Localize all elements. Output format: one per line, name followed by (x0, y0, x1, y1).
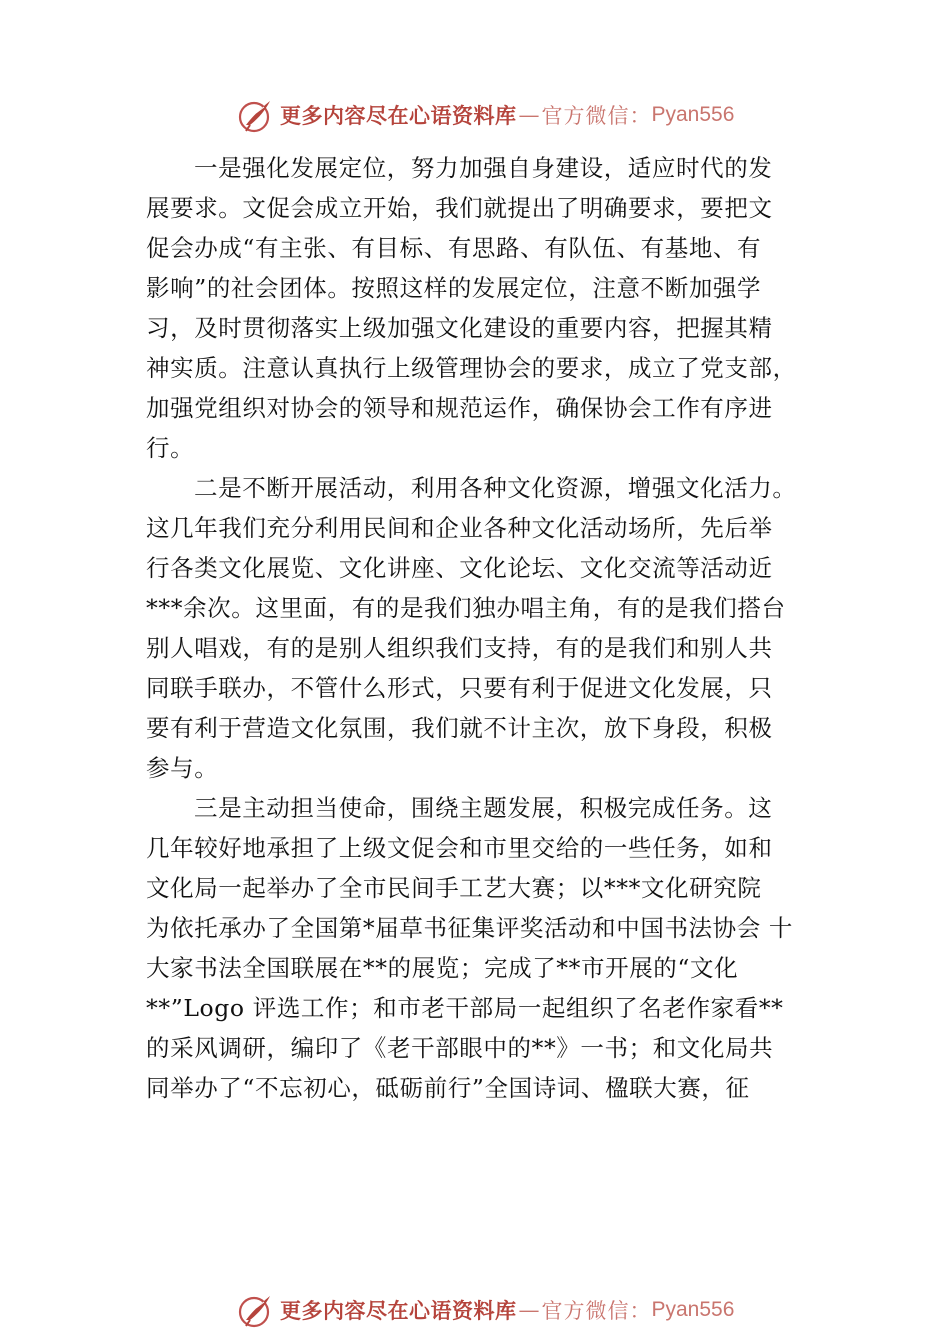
paragraph-2 (146, 468, 818, 788)
watermark-brand: 更多内容尽在心语资料库 (280, 103, 517, 128)
paragraph-3 (146, 788, 818, 1108)
text-line: 展要求。文促会成立开始，我们就提出了明确要求，要把文 (146, 194, 773, 222)
text-line: **”Logo 评选工作；和市老干部局一起组织了名老作家看** (146, 994, 784, 1022)
watermark-account-id: Pyan556 (651, 1298, 735, 1321)
text-line: 这几年我们充分利用民间和企业各种文化活动场所，先后举 (146, 514, 773, 542)
watermark-account-label: 官方微信： (541, 104, 652, 128)
watermark-dash: — (518, 1298, 540, 1322)
paragraph-1 (146, 148, 818, 468)
text-line: 神实质。注意认真执行上级管理协会的要求，成立了党支部， (146, 354, 797, 382)
text-line: 二是不断开展活动，利用各种文化资源，增强文化活力。 (194, 474, 797, 502)
watermark-dash: — (518, 103, 540, 127)
text-line: 文化局一起举办了全市民间手工艺大赛；以***文化研究院 (146, 874, 762, 902)
text-line: 一是强化发展定位，努力加强自身建设，适应时代的发 (194, 154, 773, 182)
text-line: 加强党组织对协会的领导和规范运作，确保协会工作有序进 (146, 394, 773, 422)
text-line: 同举办了“不忘初心，砥砺前行”全国诗词、楹联大赛，征 (146, 1074, 750, 1102)
quill-logo-icon (236, 95, 276, 135)
text-line: ***余次。这里面，有的是我们独办唱主角，有的是我们搭台 (146, 594, 786, 622)
quill-logo-icon (236, 1290, 276, 1330)
footer-watermark (236, 1290, 756, 1330)
watermark-account-id: Pyan556 (651, 103, 735, 126)
text-line: 三是主动担当使命，围绕主题发展，积极完成任务。这 (194, 794, 773, 822)
text-line: 习，及时贯彻落实上级加强文化建设的重要内容，把握其精 (146, 314, 773, 342)
text-line: 参与。 (146, 754, 219, 782)
text-line: 别人唱戏，有的是别人组织我们支持，有的是我们和别人共 (146, 634, 773, 662)
text-line: 行。 (146, 434, 195, 462)
text-line: 要有利于营造文化氛围，我们就不计主次，放下身段，积极 (146, 714, 773, 742)
text-line: 的采风调研，编印了《老干部眼中的**》一书；和文化局共 (146, 1034, 774, 1062)
text-line: 行各类文化展览、文化讲座、文化论坛、文化交流等活动近 (146, 554, 773, 582)
text-line: 促会办成“有主张、有目标、有思路、有队伍、有基地、有 (146, 234, 762, 262)
watermark-brand: 更多内容尽在心语资料库 (280, 1298, 517, 1323)
text-line: 大家书法全国联展在**的展览；完成了**市开展的“文化 (146, 954, 739, 982)
document-body (146, 148, 818, 1108)
text-line: 几年较好地承担了上级文促会和市里交给的一些任务，如和 (146, 834, 773, 862)
text-line: 影响”的社会团体。按照这样的发展定位，注意不断加强学 (146, 274, 762, 302)
watermark-account-label: 官方微信： (541, 1299, 652, 1323)
header-watermark (236, 95, 756, 135)
text-line: 同联手联办，不管什么形式，只要有利于促进文化发展，只 (146, 674, 773, 702)
text-line: 为依托承办了全国第*届草书征集评奖活动和中国书法协会 十 (146, 914, 794, 942)
